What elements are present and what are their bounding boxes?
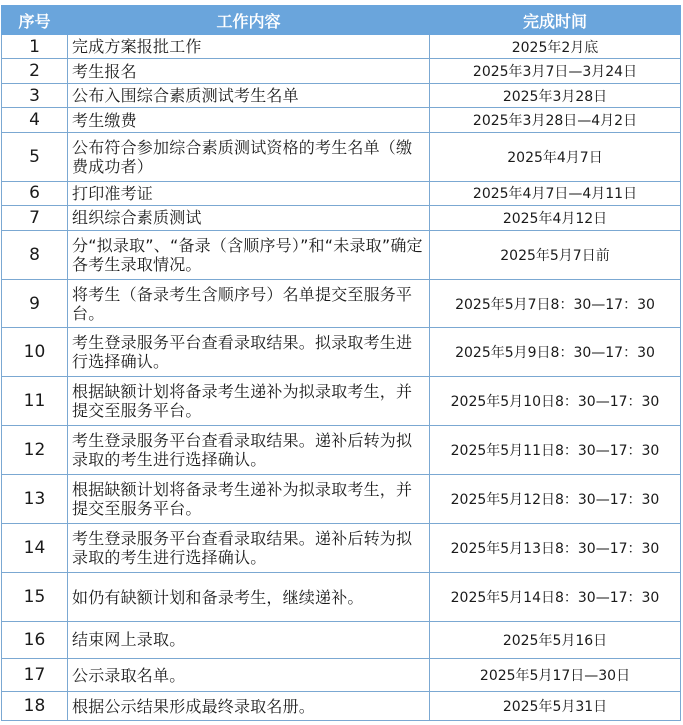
row-number: 4 [2, 108, 68, 132]
row-time: 2025年3月28日 [430, 83, 681, 107]
row-time: 2025年5月12日8：30—17：30 [430, 475, 681, 524]
row-number: 3 [2, 83, 68, 107]
row-number: 11 [2, 377, 68, 426]
row-task: 考生登录服务平台查看录取结果。递补后转为拟录取的考生进行选择确认。 [68, 524, 430, 573]
row-task: 考生登录服务平台查看录取结果。拟录取考生进行选择确认。 [68, 328, 430, 377]
row-time: 2025年3月28日—4月2日 [430, 108, 681, 132]
row-task: 公布符合参加综合素质测试资格的考生名单（缴费成功者） [68, 132, 430, 181]
row-task: 考生缴费 [68, 108, 430, 132]
table-row [2, 475, 681, 524]
row-number: 12 [2, 426, 68, 475]
row-number: 15 [2, 573, 68, 622]
row-task: 分“拟录取”、“备录（含顺序号）”和“未录取”确定各考生录取情况。 [68, 230, 430, 279]
row-time: 2025年5月31日 [430, 692, 681, 721]
row-task: 根据公示结果形成最终录取名册。 [68, 692, 430, 721]
row-time: 2025年5月7日8：30—17：30 [430, 279, 681, 328]
table-row [2, 622, 681, 659]
row-time: 2025年5月16日 [430, 622, 681, 659]
row-task: 将考生（备录考生含顺序号）名单提交至服务平台。 [68, 279, 430, 328]
row-time: 2025年5月13日8：30—17：30 [430, 524, 681, 573]
row-task: 考生报名 [68, 59, 430, 83]
schedule-body [2, 35, 681, 721]
table-row [2, 426, 681, 475]
row-number: 2 [2, 59, 68, 83]
table-row [2, 230, 681, 279]
row-number: 9 [2, 279, 68, 328]
table-row [2, 658, 681, 692]
row-number: 17 [2, 658, 68, 692]
row-time: 2025年5月11日8：30—17：30 [430, 426, 681, 475]
row-time: 2025年4月7日 [430, 132, 681, 181]
table-row [2, 279, 681, 328]
row-task: 结束网上录取。 [68, 622, 430, 659]
row-time: 2025年5月9日8：30—17：30 [430, 328, 681, 377]
table-row [2, 108, 681, 132]
header-time: 完成时间 [430, 6, 681, 35]
row-time: 2025年5月17日—30日 [430, 658, 681, 692]
row-number: 8 [2, 230, 68, 279]
row-number: 13 [2, 475, 68, 524]
row-task: 根据缺额计划将备录考生递补为拟录取考生，并提交至服务平台。 [68, 475, 430, 524]
header-row [2, 6, 681, 35]
row-task: 根据缺额计划将备录考生递补为拟录取考生，并提交至服务平台。 [68, 377, 430, 426]
row-time: 2025年3月7日—3月24日 [430, 59, 681, 83]
row-number: 7 [2, 206, 68, 230]
row-task: 公示录取名单。 [68, 658, 430, 692]
row-task: 打印准考证 [68, 181, 430, 205]
table-row [2, 181, 681, 205]
table-row [2, 132, 681, 181]
row-task: 完成方案报批工作 [68, 35, 430, 59]
header-task: 工作内容 [68, 6, 430, 35]
table-row [2, 377, 681, 426]
row-number: 18 [2, 692, 68, 721]
row-number: 14 [2, 524, 68, 573]
row-number: 6 [2, 181, 68, 205]
row-time: 2025年4月7日—4月11日 [430, 181, 681, 205]
table-row [2, 59, 681, 83]
row-task: 考生登录服务平台查看录取结果。递补后转为拟录取的考生进行选择确认。 [68, 426, 430, 475]
table-row [2, 83, 681, 107]
row-time: 2025年5月7日前 [430, 230, 681, 279]
row-time: 2025年4月12日 [430, 206, 681, 230]
row-time: 2025年2月底 [430, 35, 681, 59]
table-row [2, 328, 681, 377]
row-task: 如仍有缺额计划和备录考生，继续递补。 [68, 573, 430, 622]
table-row [2, 692, 681, 721]
table-row [2, 524, 681, 573]
row-number: 10 [2, 328, 68, 377]
row-time: 2025年5月14日8：30—17：30 [430, 573, 681, 622]
row-number: 16 [2, 622, 68, 659]
row-number: 5 [2, 132, 68, 181]
row-task: 组织综合素质测试 [68, 206, 430, 230]
row-number: 1 [2, 35, 68, 59]
row-task: 公布入围综合素质测试考生名单 [68, 83, 430, 107]
table-row [2, 35, 681, 59]
table-row [2, 206, 681, 230]
row-time: 2025年5月10日8：30—17：30 [430, 377, 681, 426]
table-row [2, 573, 681, 622]
schedule-table [1, 5, 681, 721]
header-no: 序号 [2, 6, 68, 35]
